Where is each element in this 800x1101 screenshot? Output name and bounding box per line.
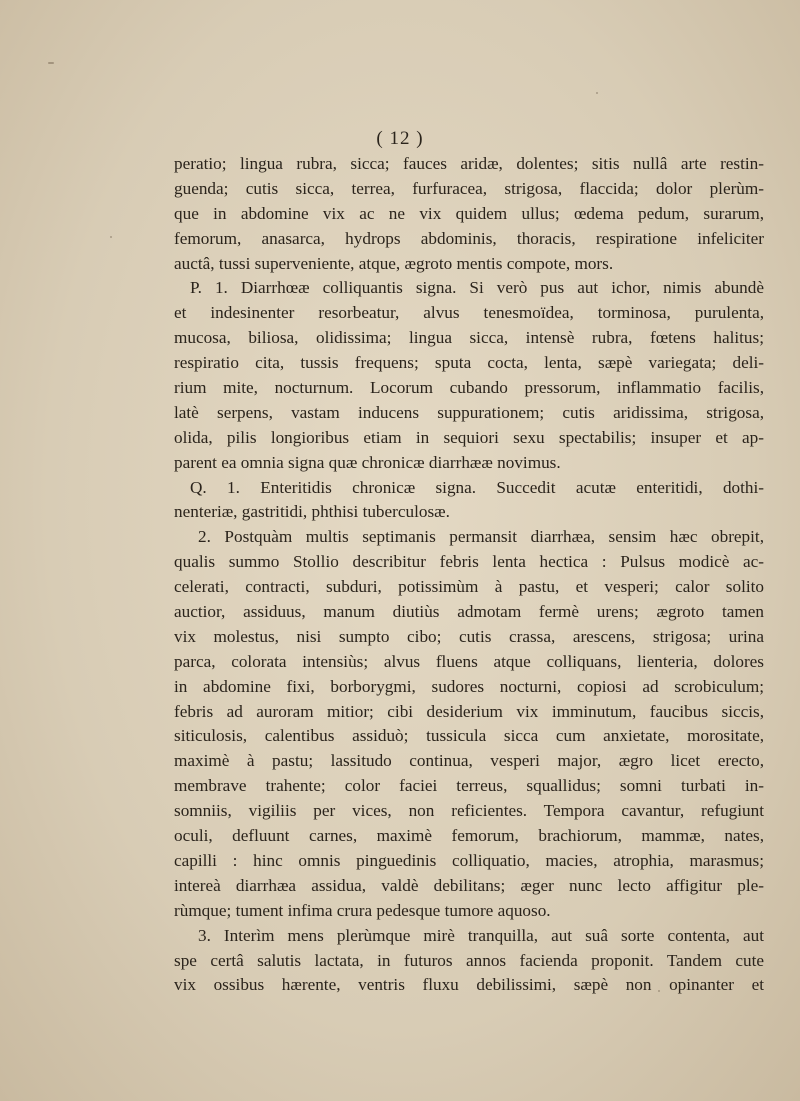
text-line: peratio; lingua rubra, sicca; fauces aridæ, dolentes; sitis nullâ arte restin- (174, 154, 764, 173)
text-line: parent ea omnia signa quæ chronicæ diarrhææ novimus. (174, 452, 561, 472)
text-line: somniis, vigiliis per vices, non reficientes. Tempora cavantur, refugiunt (174, 801, 764, 821)
text-line: febris ad auroram mitior; cibi desiderium vix imminutum, faucibus siccis, (174, 701, 764, 721)
text-line: siticulosis, calentibus assiduò; tussicula sicca cum anxietate, morositate, (174, 726, 764, 746)
text-line: 2. Postquàm multis septimanis permansit diarrhæa, sensim hæc obrepit, (198, 527, 764, 547)
text-line: celerati, contracti, subduri, potissimùm à pastu, et vesperi; calor solito (174, 577, 764, 597)
text-line: capilli : hinc omnis pinguedinis colliquatio, macies, atrophia, marasmus; (174, 850, 764, 870)
text-line: rium mite, nocturnum. Locorum cubando pressorum, inflammatio facilis, (174, 378, 764, 398)
ink-speck (110, 236, 112, 238)
text-line: femorum, anasarca, hydrops abdominis, thoracis, respiratione infeliciter (174, 228, 764, 248)
text-line: guenda; cutis sicca, terrea, furfuracea, strigosa, flaccida; dolor plerùm- (174, 178, 764, 198)
text-line: rùmque; tument infima crura pedesque tumore aquoso. (174, 900, 551, 920)
text-line: olida, pilis longioribus etiam in sequiori sexu spectabilis; insuper et ap- (174, 427, 764, 447)
text-line: et indesinenter resorbeatur, alvus tenesmoïdea, torminosa, purulenta, (174, 303, 764, 323)
text-line: intereà diarrhæa assidua, valdè debilitans; æger nunc lecto affigitur ple- (174, 875, 764, 895)
ink-speck (596, 92, 598, 94)
text-line: que in abdomine vix ac ne vix quidem ullus; œdema pedum, surarum, (174, 203, 764, 223)
page-number: ( 12 ) (376, 128, 424, 149)
text-line: auctior, assiduus, manum diutiùs admotam fermè urens; ægroto tamen (174, 602, 764, 622)
text-line: nenteriæ, gastritidi, phthisi tuberculosæ. (174, 502, 450, 522)
text-line: maximè à pastu; lassitudo continua, vesperi major, ægro licet erecto, (174, 751, 764, 771)
text-line: qualis summo Stollio describitur febris lenta hectica : Pulsus modicè ac- (174, 552, 764, 572)
text-line: oculi, defluunt carnes, maximè femorum, brachiorum, mammæ, nates, (174, 826, 764, 846)
text-line: Q. 1. Enteritidis chronicæ signa. Succedit acutæ enteritidi, dothi- (190, 477, 764, 497)
text-line: respiratio cita, tussis frequens; sputa cocta, lenta, sæpè variegata; deli- (174, 353, 764, 373)
text-line: vix ossibus hærente, ventris fluxu debilissimi, sæpè non opinanter et (174, 975, 764, 995)
ink-speck (48, 62, 54, 64)
text-line: membrave trahente; color faciei terreus, squallidus; somni turbati in- (174, 776, 764, 796)
text-line: spe certâ salutis lactata, in futuros annos facienda proponit. Tandem cute (174, 950, 764, 970)
text-line: latè serpens, vastam inducens suppurationem; cutis aridissima, strigosa, (174, 402, 764, 422)
body-text (174, 152, 764, 998)
text-line: auctâ, tussi superveniente, atque, ægroto mentis compote, mors. (174, 253, 614, 273)
text-line: 3. Interìm mens plerùmque mirè tranquilla, aut suâ sorte contenta, aut (198, 925, 764, 945)
text-line: parca, colorata intensiùs; alvus fluens atque colliquans, lienteria, dolores (174, 651, 764, 671)
text-line: mucosa, biliosa, olidissima; lingua sicca, intensè rubra, fœtens halitus; (174, 328, 764, 348)
text-line: vix molestus, nisi sumpto cibo; cutis crassa, arescens, strigosa; urina (174, 626, 764, 646)
text-line: in abdomine fixi, borborygmi, sudores nocturni, copiosi ad scrobiculum; (174, 676, 764, 696)
text-line: P. 1. Diarrhœæ colliquantis signa. Si verò pus aut ichor, nimis abundè (190, 278, 764, 298)
